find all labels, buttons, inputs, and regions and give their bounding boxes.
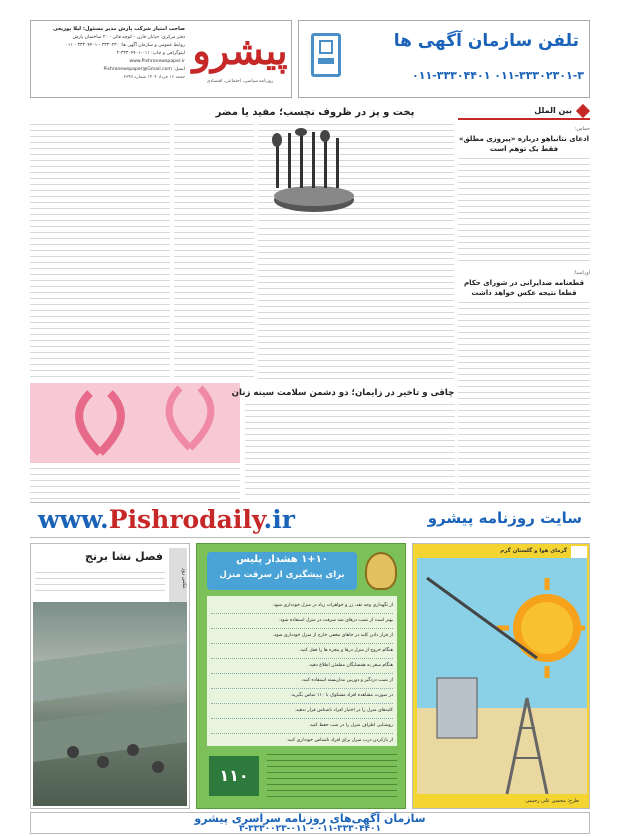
url-word: Pishrodaily <box>108 505 264 534</box>
police-badge-icon <box>365 552 397 590</box>
rice-field-photo <box>33 602 187 806</box>
list-item: بهتر است از نصب درهای ضد سرقت در منزل استفاده شود. <box>211 614 393 629</box>
ad-phone-box <box>298 20 590 98</box>
footer-phone: ۰۱۱-۳۳۳۰۴۴۰۱ - ۳-۳۳۳۰۰۲۳-۰۱۱ <box>238 824 382 834</box>
kicker-2: اوراسیا: <box>573 270 590 276</box>
list-item: کلیدهای منزل را در اختیار افراد ناشناس قرار ندهید. <box>211 704 393 719</box>
owner-line: صاحب امتیاز شرکت پارش مدیر مسئول: لیلا پوریعی <box>52 26 185 32</box>
police-ad-header <box>207 552 357 590</box>
photo-caption-text <box>35 570 165 596</box>
cartoon-title: گرمای هوا و گلستان گرم <box>500 548 567 554</box>
body-text <box>458 156 590 266</box>
url-suffix: .ir <box>263 505 295 534</box>
web-line[interactable]: www.Pishronewspaper.ir <box>129 59 185 64</box>
police-ad-title: ۱+۱۰ هشدار پلیس <box>236 554 328 565</box>
headline: ادعای نتانیاهو درباره «پیروزی مطلق» فقط یک توهم است <box>458 135 590 153</box>
article-text-block <box>30 466 240 500</box>
photo-title: فصل نشا برنج <box>84 550 163 563</box>
cookware-image <box>258 128 370 223</box>
health-article-title: چاقی و تاخیر در زایمان؛ دو دشمن سلامت سینه زنان <box>231 388 455 398</box>
banner-url[interactable] <box>38 505 295 534</box>
police-ad <box>196 543 406 809</box>
cartoon-box <box>412 543 590 809</box>
logo <box>191 23 289 97</box>
print-line: لیتوگرافی و چاپ: ۰۱۱-۳۳۳۰۴۴۰۱-۲ <box>116 51 185 56</box>
diamond-icon <box>576 104 590 118</box>
kicker: حماس: <box>574 126 590 132</box>
photo-box <box>30 543 190 809</box>
list-item: از نگهداری وجه نقد، زر و جواهرات زیاد در منزل خودداری شود. <box>211 599 393 614</box>
list-item: هنگام سفر به همسایگان مطمئن اطلاع دهید. <box>211 659 393 674</box>
police-ad-list <box>207 596 397 746</box>
photo-tag: عکس روز <box>169 548 187 608</box>
footer-title: سازمان آگهی‌های روزنامه سراسری پیشرو <box>194 812 426 825</box>
ad-phone: ۰۱۱-۳۳۳۰۲۳۰۱-۳ ۰۱۱-۳۳۳۰۴۴۰۱ <box>412 69 584 82</box>
logo-title: پیشرو <box>192 28 288 73</box>
logo-subtitle: روزنامه سیاسی، اجتماعی، اقتصادی <box>206 79 274 84</box>
police-ad-note <box>267 752 397 802</box>
footer-ad <box>30 812 590 834</box>
publisher-info <box>35 25 185 95</box>
list-item: از نصب دزدگیر و دوربین مداربسته استفاده کنید. <box>211 674 393 689</box>
main-article-title: پخت و پز در ظروف نچسب؛ مفید یا مضر <box>215 107 415 118</box>
cartoon-illustration <box>417 558 587 794</box>
phone-line: روابط عمومی و سازمان آگهی ها: ۳۳۳۰۲۳۰ - ۳۳۳۰۴۴۰۱ - ۰۱۱ <box>65 43 185 48</box>
article-text-block <box>258 226 454 382</box>
cartoon-caption: طرح: محسن علی رحیمی <box>525 798 579 804</box>
list-item: از بازکردن درب منزل برای افراد ناشناس خودداری کنید. <box>286 738 393 743</box>
list-item: در صورت مشاهده افراد مشکوک با ۱۱۰ تماس بگیرید. <box>211 689 393 704</box>
list-item: روشنایی اطراف منزل را در شب حفظ کنید. <box>211 719 393 734</box>
police-ad-number: ۱۱۰ <box>209 756 259 796</box>
pink-ribbon-image <box>30 383 240 463</box>
list-item: از قرار دادن کلید در جاهای مخفی خارج از منزل خودداری شود. <box>211 629 393 644</box>
section-label <box>458 104 590 120</box>
section-label-text: بین الملل <box>534 106 572 115</box>
article-text-block <box>245 402 455 500</box>
printer-icon <box>311 33 341 77</box>
website-banner[interactable] <box>30 502 590 538</box>
date-line: جمعه ۱۶ خرداد ۱۴۰۴ شماره ۲۳۴۷ <box>123 75 185 80</box>
police-ad-subtitle: برای پیشگیری از سرقت منزل <box>219 570 345 580</box>
headline-2: قطعنامه ضدایرانی در شورای حکام قطعا نتیجه عکس خواهد داشت <box>463 279 585 297</box>
url-prefix: www. <box>38 505 109 534</box>
ad-title: تلفن سازمان آگهی ها <box>393 31 579 51</box>
body-text-2 <box>458 300 590 470</box>
article-text-block <box>174 122 254 382</box>
article-text-block <box>30 122 170 382</box>
masthead <box>30 20 292 98</box>
left-column <box>458 124 590 452</box>
list-item: هنگام خروج از منزل درها و پنجره ها را قفل کنید. <box>211 644 393 659</box>
article-text-block <box>458 456 590 500</box>
banner-label: سایت روزنامه پیشرو <box>427 509 582 527</box>
address-line: دفتر مرکزی: خیابان قارن - کوچه قائن - ۲۰ ساختمان پارش <box>72 35 185 40</box>
email-line[interactable]: ایمیل: Pishronewspaper@Gmail.com <box>103 67 185 72</box>
